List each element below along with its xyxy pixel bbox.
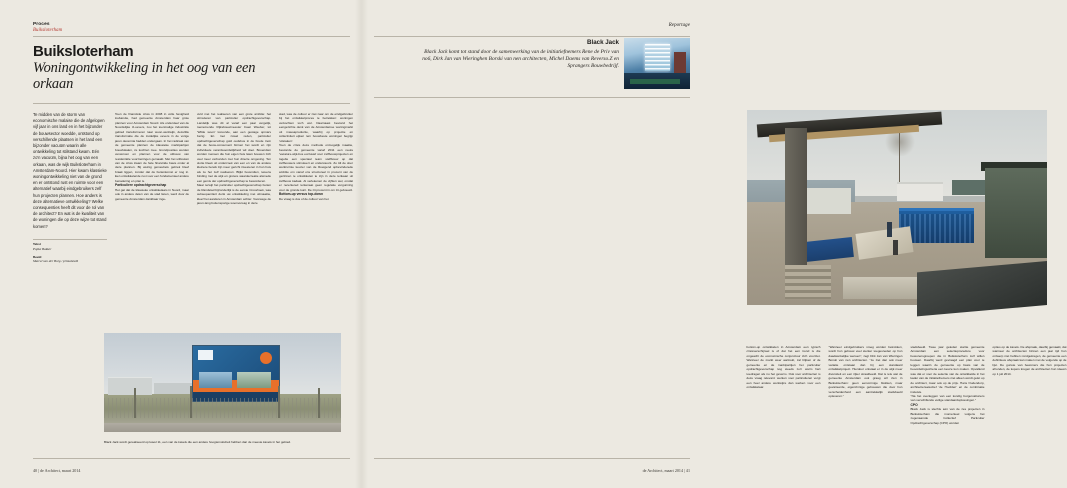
title-block bbox=[33, 44, 283, 92]
credit-label-image: Beeld bbox=[33, 254, 42, 259]
divider-right-bottom bbox=[374, 458, 691, 459]
rendering-adjacent-block bbox=[674, 52, 686, 74]
photo-right-building bbox=[985, 168, 1047, 258]
folio-left: 40 | de Architect, maart 2014 bbox=[33, 468, 81, 473]
column-body-6 bbox=[911, 345, 985, 425]
divider-left-top bbox=[33, 36, 350, 37]
photo-caption-left: Black Jack wordt gerealiseerd op kavel 11, een van de kavels die een andere hoogtemotiviteit hebben dan de meeste kavels in het gebied. bbox=[104, 440, 291, 445]
divider-right-middle bbox=[374, 97, 691, 98]
column-body-3 bbox=[279, 112, 353, 267]
running-head-right bbox=[669, 22, 690, 29]
photo-fence-post bbox=[318, 388, 320, 418]
running-head-section: Reportage bbox=[668, 23, 690, 28]
divider-left-middle bbox=[33, 103, 350, 104]
section-heading-bottom-up: Bottom-up versus top-down bbox=[279, 192, 323, 197]
folio-right: de Architect, maart 2014 | 41 bbox=[642, 468, 690, 473]
photo-background-building bbox=[108, 377, 152, 395]
credits-block bbox=[33, 239, 107, 264]
black-jack-rendering-thumbnail bbox=[624, 38, 690, 89]
photo-staircase bbox=[785, 265, 831, 299]
body-paragraph: Het gat dat de klassieke ontwikkelaars in Noord, maar ook in andere delen van de stad lieten, werd door de gemeente Amsterdam dankbaar inge- bbox=[115, 187, 189, 201]
photo-fence-post bbox=[190, 386, 192, 418]
column-body-5 bbox=[829, 345, 903, 425]
credit-value-text: Popke Bakker bbox=[33, 246, 52, 251]
body-paragraph: "Na het overleggen van een kundig burgervaltuners van verschillende veilige standaardoplossingen." bbox=[910, 393, 985, 403]
rendering-tower bbox=[645, 44, 670, 71]
column-body-2 bbox=[197, 112, 271, 267]
divider-right-top bbox=[374, 36, 691, 37]
body-paragraph: Toen de crisis deze methode onmogelijk maakte, bestonde de gemeente vanaf 2011 een reeks 'vacature-wijk-bos exclusief voor zelfbouwprojecten en togelte een speciaal team stelfbouw op dat zelfbouwers stimuleert en ondersteunt. Zo ldt de door werkruimte keuzer van de Roeigend opbevinderede ambitie om vanaf ons structureel in procent van de gezinnen te ontwikkelen te zijn in deze tenkaan uit zelfbouw kadaat. Al verlekenen de vijftien wel, omdat er recentered terkenaat geen regulatie vergunning voor de gronde kunt. De zit procent in om zit gebouwd. bbox=[279, 143, 353, 192]
page-title: Buiksloterham bbox=[33, 43, 134, 60]
photo-tree-trunk bbox=[899, 132, 901, 184]
body-paragraph: vuld met het realiseren van een grote ambitie: het stimuleren van particulier opdrachtgeverschap. Landelijk was dit al vanaf een paar vergelijk, toenemende Rijksbouwmeester Caen Weeber, tot 'Wilde woon' losvonde, aan een gestage opmars bezig. En met zowel reden, particulier opdrachtgeverschap gold oudsbus in de brede trein dat de bouw-consument binnen het wordt en zijn individuele verantwoordelijkheid wil doet. Bovendien worden mensen die hun eigen huis laten bouwen zich veel meer verbonden met hun directe omgeving. Ten slotte bleek uit onderzoek van een en van de andere kleinere bereik zijn meer gericht investeren in hun huis als ze het zelf realiseren. Blijkt bovendien, tweens binding met de wijk en grotere waardecreatie alsmede een gemis der opdrachtgeverschap te beworderen. bbox=[197, 112, 271, 183]
photo-fence bbox=[104, 398, 341, 418]
left-column-grid bbox=[33, 112, 353, 267]
photo-billboard-on-empty-lot bbox=[104, 333, 341, 432]
page-subtitle: Woningontwikkeling in het oog van een orkaan bbox=[33, 60, 256, 92]
billboard-logo bbox=[198, 350, 213, 360]
photo-self-build-construction-site bbox=[747, 110, 1047, 305]
running-head-kicker: Proces bbox=[33, 22, 50, 27]
photo-worker-2 bbox=[893, 240, 898, 255]
section-heading-cpo: CPO bbox=[910, 402, 918, 407]
billboard-badge bbox=[260, 352, 272, 364]
photo-concrete-pillar bbox=[785, 128, 807, 278]
body-paragraph: stadsbeeld. Twee jaar geleden startte gemeente Amsterdam een selectieprocedure voor bewonersgroepen die in Buiksloterham zelf willen bouwen. Daarbij werd gevraagd een plan voor te leggen waarin de gemeente op basis van de beoordelingscriteria een keuze kon maken. Opvallend was dat er voor de selectie van de ontwikkelde in het kader van de initiatiefnemers niet alleen wordt gelet op de architect, maar ook op de prijs. Hans Oudendorp, architectenselectief 'de Hoofden' en de combinatie insleisis. bbox=[910, 345, 985, 394]
column-lead bbox=[33, 112, 107, 267]
column-body-7 bbox=[993, 345, 1067, 425]
photo-worker-1 bbox=[887, 222, 892, 237]
photo-foreground-path bbox=[104, 423, 341, 432]
photo-billboard bbox=[192, 345, 280, 402]
credits-divider bbox=[33, 239, 107, 240]
photo-fence-post bbox=[134, 388, 136, 418]
body-paragraph: bottom-up ontwikkelen in Amsterdam een typisch crisisverschijnsel is of dat het een trend is die ongeacht de economische conjunctuur zich voortzet. Wanneer de markt weer aantrekt, zal blijken of de gemeente en de marktpartijen het particulier opdrachtgeverschap nog steeds zo'n warm hart toedragen als nu het geval is. Ook voor architecten is deze vraag relevant: werken voor particulieren vergt een heel andere werkwijze dan werken voor een ontwikkelaar. bbox=[746, 345, 821, 390]
black-jack-title: Black Jack bbox=[587, 39, 619, 46]
divider-left-bottom bbox=[33, 458, 350, 459]
body-paragraph: stad, was de cultuur er niet naar om de eindgebruiker bij het ontwikkelproces te betrekken: woningen verkochten toch wel. Daarnaast bestond het eengezichte denk van de Amsterdamse woningmarkt uit massaproductie, waarbij op projectie en collectiviteit eijken rem bouwbeste woningen begrijp 'uitstaken'. bbox=[279, 112, 353, 143]
column-body-1 bbox=[115, 112, 189, 267]
left-page bbox=[0, 0, 362, 488]
billboard-render-2 bbox=[237, 372, 271, 388]
lead-paragraph: Te midden van de storm van economische malaise die de afgelopen vijf jaar in ons land en in het bijzonder de bouwsector woedde, ontstond op verschillende plaatsen in het land een bijzonder vacuüm waarin alle ontwikkeling tot stilstand kwam. Eén zo'n vacuüm, bijna het oog van een orkaan, was de wijk Buiksloterham in Amsterdam-Noord. Hier kwam klassieke woningontwikkeling niet van de grond en er ontstond rust en ruimte voor een alternatief waarbij eindgebruikers zelf hun projecten plannen. Hoe anders is deze alternatieve ontwikkeling? Welke consequenties heeft dit voor de rol van de architect? En wat is de kwaliteit van de woningen die op deze wijze tot stand komen? bbox=[33, 112, 107, 229]
photo-background-building-2 bbox=[154, 383, 192, 394]
photo-fence-post bbox=[278, 386, 280, 418]
rendering-greenery bbox=[630, 79, 680, 84]
right-column-grid bbox=[747, 345, 1067, 425]
black-jack-body: Black Jack komt tot stand door de samenwerking van de initiatiefnemers Rene de Priv van no6, Dirk Jan van Wieringhen Borski van nen architecten, Michel Daems van Reverso.Z en Sprangers Bouwbedrijf. bbox=[422, 48, 619, 70]
body-paragraph: De vraag is dus of de cultuur van het bbox=[279, 196, 329, 201]
black-jack-info-block bbox=[403, 38, 690, 89]
body-paragraph: opties op de kavels. De afspraak, daarbij gemaakt, dat wanneer de architecten binnen een jaar tijd hun ontwerp niet hebben rondgekregen, de gemeente een definitieve afspraak kan maken met de volgende op de lijst. De gunste van bewoners die hun projecten afronden, de kopers kregen de architecten hun ideeën op 1 juli 2014. bbox=[992, 345, 1067, 376]
section-heading-particulier: Particuliere opdrachtgeverschap bbox=[115, 183, 167, 188]
billboard-render-1 bbox=[199, 372, 232, 388]
running-head-subject: Buiksloterham bbox=[33, 28, 63, 34]
photo-houseboat-1 bbox=[897, 182, 943, 201]
black-jack-text bbox=[415, 38, 619, 70]
credit-value-image: Marcel van der Burg / primabeeld bbox=[33, 259, 79, 264]
body-paragraph: Maar terwijl het particulier opdrachtgeverschap buiten de Randstad bijzonderlijk is de eerste Crosshoek, was subsequentiert denk uw ontwikkeling met uitmaakte, kleef het aanderen in Amsterdam achter. Voorwege de jaren-lang buitensporige woonversag in deze bbox=[197, 183, 271, 206]
credit-label-text: Tekst bbox=[33, 242, 41, 247]
body-paragraph: Toen de financiële crisis in 2008 in volle hevigheid losbarstte, had gemeente Amsterdam haar grote plannen voor Amsterdam Noord. Als onderdeel van de Noordelijke IJ-oevers, zou het toenmalige industriële gebied transformeren naar woon-werkwijk, dezelfde transformatie die de zuidelijke oevers in de vorige jaren decennia hadden ondergaan. In het radicaal van de gemeente plannen de klassieke marktpartijen bouwlokalen, ze kochten mee. Grondposities werden verworven en plannen voor de uitbouw van residentiële voorzieningen gemaakt. Met het uitbreken van de crisis kwam de hele financiële basis onder al deze plannen. Bij weinig gemeubels gebrek bleef braak liggen, zonder dat de buitenkomst er nog in. Een ontwikkelende rust voor een fundamenteel andere benadering en plan is. bbox=[115, 112, 189, 183]
body-paragraph: Black Jack is slechts één van de zes projecten in Buiksloterham die momenteel volgens het zogenaamde Collectief Particulier Opdrachtgeverschap (CPO) worden bbox=[910, 407, 985, 425]
body-paragraph-quote: "Wanneer eindgebruikers vroeg worden betrokken, wordt hun gebouw veel sterker toegesneden op hun daadwerkelijke wensen", zegt Dirk Jan van Wieringen Borski van nen architecten. "Je ziet dan ook meer variatie ontstaan dan bij een standaard ontwikkelproject. Hierdoor ontstaat er in de wijk meer diversiteit en een rijker straatbeeld. Dat is iets wat de gemeente Amsterdam ook graag wil zien in Buiksloterham: geen eenvormige blokken, maar gevarieerde, eigenzinnige gebouwen die door hun verscheidenheid een aantrekkelijk stadsbeeld opleveren." bbox=[828, 345, 903, 398]
running-head-left bbox=[33, 22, 62, 35]
right-page bbox=[362, 0, 1067, 488]
column-body-4 bbox=[747, 345, 821, 425]
